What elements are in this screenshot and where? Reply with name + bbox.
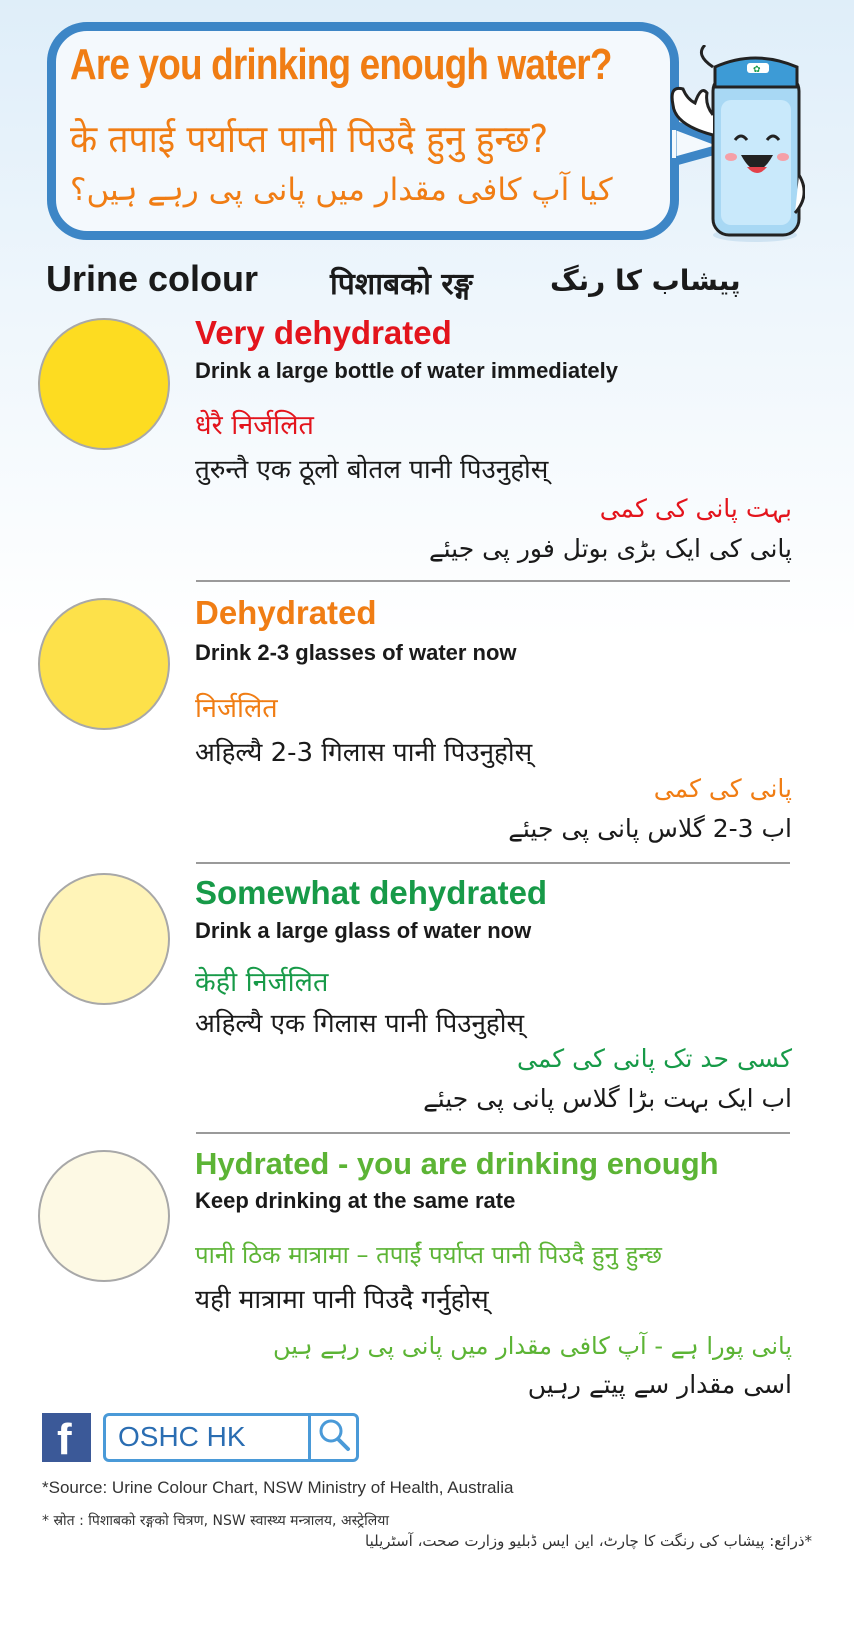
question-english: Are you drinking enough water? xyxy=(70,40,612,89)
level-title-english: Very dehydrated xyxy=(195,314,452,351)
heading-urine-colour-english: Urine colour xyxy=(46,258,259,299)
level-advice-urdu: اب 3-2 گلاس پانی پی جیئے xyxy=(508,814,792,843)
heading-urine-colour-nepali: पिशाबको रङ्ग xyxy=(330,267,473,302)
source-note-nepali: * स्रोत : पिशाबको रङ्गको चित्रण, NSW स्वास्थ्य मन्त्रालय, अस्ट्रेलिया xyxy=(42,1513,390,1529)
level-advice-urdu: اب ایک بہت بڑا گلاس پانی پی جیئے xyxy=(423,1084,792,1113)
level-title-english: Hydrated - you are drinking enough xyxy=(195,1146,719,1181)
question-urdu: کیا آپ کافی مقدار میں پانی پی رہے ہیں؟ xyxy=(70,172,613,208)
level-advice-english: Drink a large glass of water now xyxy=(195,918,532,943)
level-advice-nepali: अहिल्यै एक गिलास पानी पिउनुहोस् xyxy=(195,1009,525,1039)
level-title-nepali: धेरै निर्जलित xyxy=(195,410,314,441)
section-divider xyxy=(196,862,790,864)
facebook-search-text: OSHC HK xyxy=(118,1421,246,1452)
svg-text:✿: ✿ xyxy=(753,65,761,75)
level-title-urdu: پانی کی کمی xyxy=(653,774,792,803)
level-title-english: Somewhat dehydrated xyxy=(195,874,548,911)
level-title-nepali: निर्जलित xyxy=(195,693,278,724)
magnifier-icon xyxy=(311,1413,359,1457)
level-advice-english: Drink a large bottle of water immediately xyxy=(195,358,619,383)
section-divider xyxy=(196,580,790,582)
search-button[interactable] xyxy=(308,1413,359,1462)
level-advice-english: Drink 2-3 glasses of water now xyxy=(195,640,517,665)
level-title-urdu: کسی حد تک پانی کی کمی xyxy=(517,1044,792,1073)
urine-colour-swatch-very-dehydrated xyxy=(38,318,170,450)
level-advice-english: Keep drinking at the same rate xyxy=(195,1188,516,1213)
level-title-nepali: केही निर्जलित xyxy=(195,967,329,998)
level-title-urdu: بہت پانی کی کمی xyxy=(599,494,792,523)
level-advice-nepali: तुरुन्तै एक ठूलो बोतल पानी पिउनुहोस् xyxy=(195,455,549,485)
level-advice-nepali: यही मात्रामा पानी पिउदै गर्नुहोस् xyxy=(195,1285,489,1315)
level-title-english: Dehydrated xyxy=(195,594,377,631)
level-advice-nepali: अहिल्यै 2-3 गिलास पानी पिउनुहोस् xyxy=(195,738,533,768)
section-divider xyxy=(196,1132,790,1134)
urine-colour-swatch-hydrated xyxy=(38,1150,170,1282)
question-nepali: के तपाई पर्याप्त पानी पिउदै हुनु हुन्छ? xyxy=(70,117,549,161)
level-advice-urdu: اسی مقدار سے پیتے رہیں xyxy=(527,1370,792,1399)
urine-colour-swatch-dehydrated xyxy=(38,598,170,730)
heading-urine-colour-urdu: پیشاب کا رنگ xyxy=(550,264,741,297)
level-title-nepali: पानी ठिक मात्रामा – तपाईं पर्याप्त पानी पिउदै हुनु हुन्छ xyxy=(195,1241,663,1269)
source-note-english: *Source: Urine Colour Chart, NSW Ministry of Health, Australia xyxy=(42,1478,514,1497)
source-note-urdu: *ذرائع: پیشاب کی رنگت کا چارٹ، این ایس ڈبلیو وزارت صحت، آسٹریلیا xyxy=(365,1532,812,1550)
level-advice-urdu: پانی کی ایک بڑی بوتل فور پی جیئے xyxy=(428,534,792,563)
water-bottle-mascot-icon xyxy=(655,45,805,245)
level-title-urdu: پانی پورا ہے - آپ کافی مقدار میں پانی پی رہے ہیں xyxy=(272,1332,792,1360)
facebook-icon[interactable]: f xyxy=(42,1413,91,1462)
urine-colour-swatch-somewhat-dehydrated xyxy=(38,873,170,1005)
